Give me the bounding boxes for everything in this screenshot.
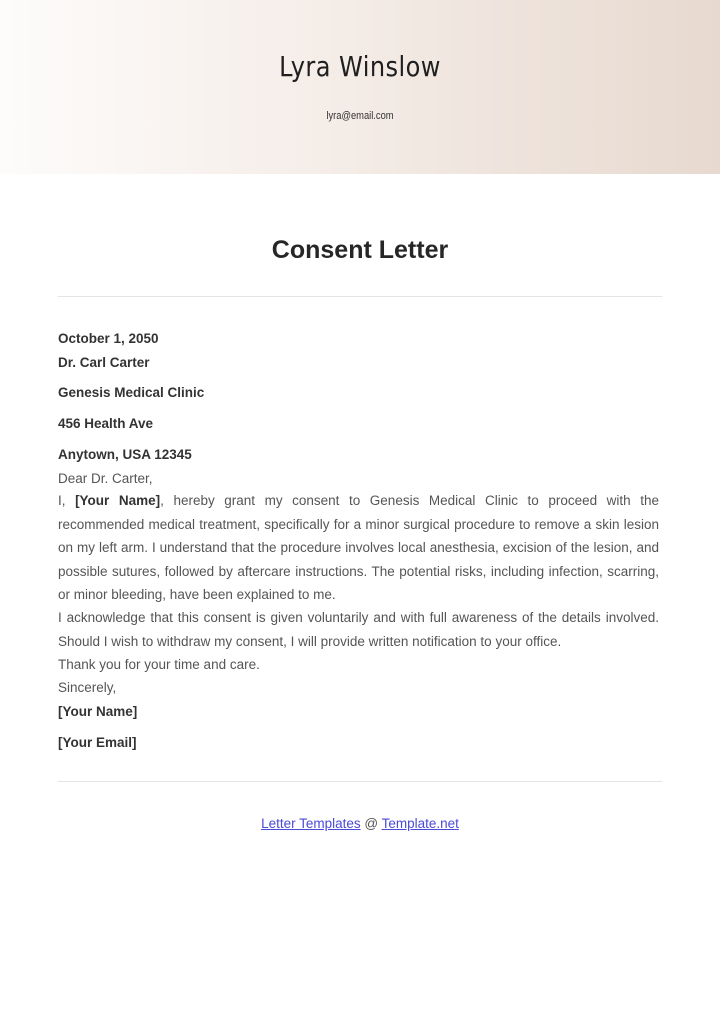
paragraph-body: , hereby grant my consent to Genesis Medical Clinic to proceed with the recommended medical treatment, specifically for a minor surgical procedure to remove a skin lesion on my left arm. I understand that the procedure involves local anesthesia, excision of the lesion, and possible sutures, followed by aftercare instructions. The potential risks, including infection, scarring, or minor bleeding, have been explained to me.: [58, 493, 659, 602]
name-placeholder: [Your Name]: [75, 493, 161, 508]
closing-line: Sincerely,: [58, 680, 117, 695]
letterhead-banner: [0, 0, 720, 174]
divider-top: [58, 296, 662, 297]
recipient-street: 456 Health Ave: [58, 416, 154, 431]
footer-separator: @: [360, 816, 382, 831]
consent-paragraph: [58, 489, 659, 607]
letter-date: October 1, 2050: [58, 331, 159, 346]
divider-bottom: [58, 781, 662, 782]
letter-templates-link[interactable]: Letter Templates: [261, 816, 361, 831]
acknowledgement-paragraph: I acknowledge that this consent is given voluntarily and with full awareness of the details involved. Should I wish to withdraw my consent, I will provide written notification to your office.: [58, 610, 659, 649]
sender-email: lyra@email.com: [326, 110, 394, 122]
sender-name: Lyra Winslow: [279, 50, 441, 83]
footer-credit: [0, 816, 720, 831]
signature-email: [Your Email]: [58, 735, 137, 750]
recipient-name: Dr. Carl Carter: [58, 355, 150, 370]
template-net-link[interactable]: Template.net: [381, 816, 459, 831]
recipient-city: Anytown, USA 12345: [58, 447, 192, 462]
document-title: Consent Letter: [271, 236, 449, 264]
thanks-line: Thank you for your time and care.: [58, 657, 260, 672]
signature-name: [Your Name]: [58, 704, 138, 719]
paragraph-prefix: I,: [58, 493, 76, 508]
salutation: Dear Dr. Carter,: [58, 471, 153, 486]
clinic-name: Genesis Medical Clinic: [58, 385, 205, 400]
